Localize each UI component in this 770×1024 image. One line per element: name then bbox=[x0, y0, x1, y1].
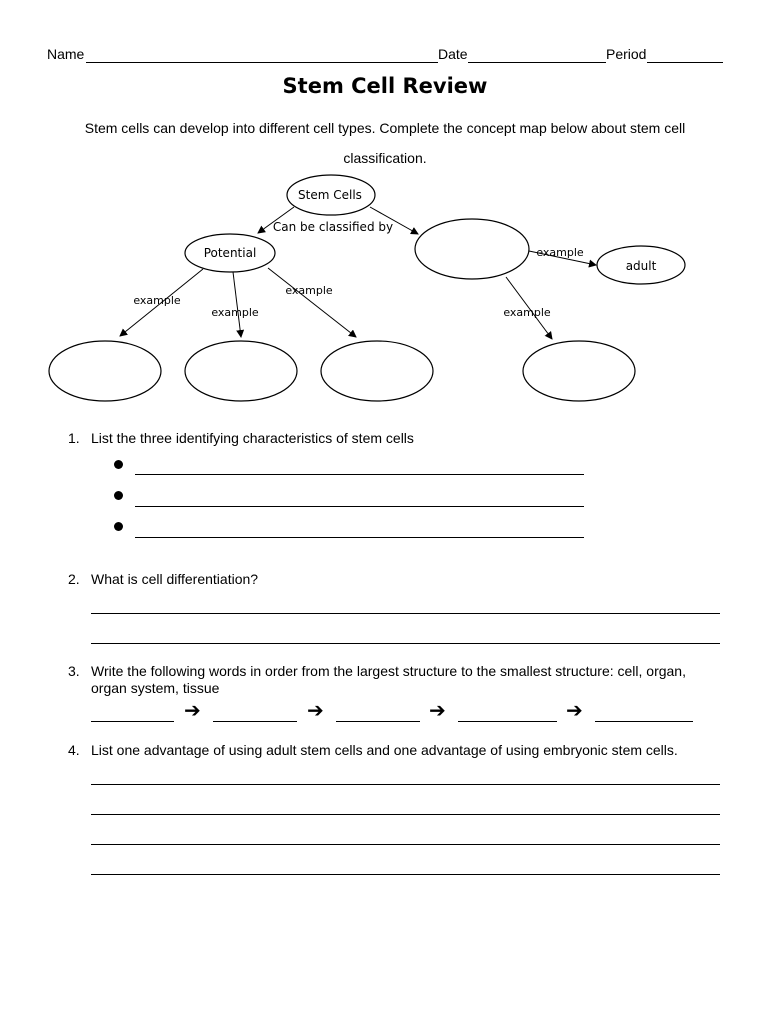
blank-classification-node[interactable] bbox=[415, 219, 529, 279]
question-2-number: 2. bbox=[68, 571, 80, 587]
answer-line-2b[interactable] bbox=[91, 643, 720, 644]
answer-line-1b[interactable] bbox=[135, 506, 584, 507]
date-field[interactable] bbox=[468, 62, 606, 63]
right-arrow-icon: ➔ bbox=[184, 698, 201, 722]
question-2-text: What is cell differentiation? bbox=[91, 571, 259, 587]
example-label-adult: example bbox=[536, 246, 584, 259]
example-label-1: example bbox=[133, 294, 181, 307]
right-arrow-icon: ➔ bbox=[307, 698, 324, 722]
order-blank-1[interactable] bbox=[91, 721, 174, 722]
bullet bbox=[114, 522, 123, 531]
example-label-4: example bbox=[503, 306, 551, 319]
blank-classification-example[interactable] bbox=[523, 341, 635, 401]
answer-line-1a[interactable] bbox=[135, 474, 584, 475]
name-label: Name bbox=[47, 46, 85, 62]
potential-label: Potential bbox=[203, 246, 257, 260]
adult-label: adult bbox=[625, 259, 657, 273]
bullet bbox=[114, 491, 123, 500]
question-3-text: Write the following words in order from the largest structure to the smallest structure: cell, organ, organ system, tissue bbox=[91, 663, 686, 696]
order-blank-5[interactable] bbox=[595, 721, 693, 722]
stem-cells-label: Stem Cells bbox=[298, 188, 362, 202]
question-4-number: 4. bbox=[68, 742, 80, 758]
period-label: Period bbox=[606, 46, 647, 62]
arrow-potential-to-example-2 bbox=[233, 272, 241, 337]
answer-line-4d[interactable] bbox=[91, 874, 720, 875]
concept-map bbox=[0, 165, 770, 415]
answer-line-2a[interactable] bbox=[91, 613, 720, 614]
date-label: Date bbox=[438, 46, 468, 62]
blank-potential-example-3[interactable] bbox=[321, 341, 433, 401]
question-1-text: List the three identifying characteristics of stem cells bbox=[91, 430, 414, 446]
question-4-text: List one advantage of using adult stem cells and one advantage of using embryonic stem cells. bbox=[91, 742, 678, 758]
order-blank-4[interactable] bbox=[458, 721, 557, 722]
right-arrow-icon: ➔ bbox=[429, 698, 446, 722]
period-field[interactable] bbox=[647, 62, 723, 63]
example-label-3: example bbox=[285, 284, 333, 297]
right-arrow-icon: ➔ bbox=[566, 698, 583, 722]
order-blank-2[interactable] bbox=[213, 721, 297, 722]
bullet bbox=[114, 460, 123, 469]
arrow-potential-to-example-3 bbox=[268, 268, 356, 337]
name-field[interactable] bbox=[86, 62, 438, 63]
question-3-number: 3. bbox=[68, 663, 80, 679]
answer-line-4a[interactable] bbox=[91, 784, 720, 785]
classified-by-label: Can be classified by bbox=[272, 220, 394, 234]
example-label-2: example bbox=[211, 306, 259, 319]
answer-line-4c[interactable] bbox=[91, 844, 720, 845]
page-title: Stem Cell Review bbox=[282, 74, 488, 98]
blank-potential-example-1[interactable] bbox=[49, 341, 161, 401]
answer-line-4b[interactable] bbox=[91, 814, 720, 815]
intro-text: Stem cells can develop into different cell types. Complete the concept map below about stem cell classification. bbox=[84, 120, 686, 166]
blank-potential-example-2[interactable] bbox=[185, 341, 297, 401]
answer-line-1c[interactable] bbox=[135, 537, 584, 538]
order-blank-3[interactable] bbox=[336, 721, 420, 722]
question-1-number: 1. bbox=[68, 430, 80, 446]
